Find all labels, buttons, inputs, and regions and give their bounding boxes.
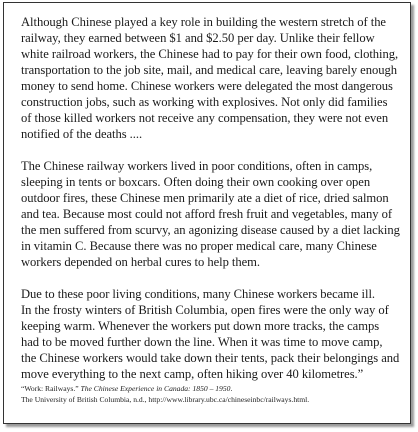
paragraph-living-conditions: The Chinese railway workers lived in poor conditions, often in camps, sleeping in tents or boxcars. Often doing their own cooking over open outdoor fires, these Chinese men primarily ate a diet of rice, dried salmon and tea. Because most could not afford fresh fruit and vegetables, many of the men suffered from scurvy, an agonizing disease caused by a diet lacking in vitamin C. Because there was no proper medical care, many Chinese workers depended on herbal cures to help them. xyxy=(21,159,400,269)
paragraph-illness: Due to these poor living conditions, many Chinese workers became ill. In the frosty winters of British Columbia, open fires were the only way of keeping warm. Whenever the workers put down more tracks, the camps had to be moved further down the line. When it was time to move camp, the Chinese workers would take down their tents, pack their belongings and move everything to the next camp, often hiking over 40 kilometres.” xyxy=(21,287,400,381)
citation-line-1 xyxy=(21,383,403,394)
citation-quote-title: “Work: Railways.” xyxy=(21,384,79,393)
paragraph-wages: Although Chinese played a key role in building the western stretch of the railway, they earned between $1 and $2.50 per day. Unlike their fellow white railroad workers, the Chinese had to pay for their own food, clothing, transportation to the job site, mail, and medical care, leaving barely enough money to send home. Chinese workers were delegated the most dangerous construction jobs, such as working with explosives. Not only did families of those killed workers not receive any compensation, they were not even notified of the deaths .... xyxy=(21,15,399,141)
citation-line-2: The University of British Columbia, n.d., http://www.library.ubc.ca/chineseinbc/railways.html. xyxy=(21,395,310,404)
document-frame xyxy=(3,2,411,424)
citation-book-title: The Chinese Experience in Canada: 1850 – 1950 xyxy=(80,384,231,393)
document-body xyxy=(21,14,403,382)
source-citation xyxy=(21,383,403,405)
citation-line-1-end: . xyxy=(230,384,233,393)
